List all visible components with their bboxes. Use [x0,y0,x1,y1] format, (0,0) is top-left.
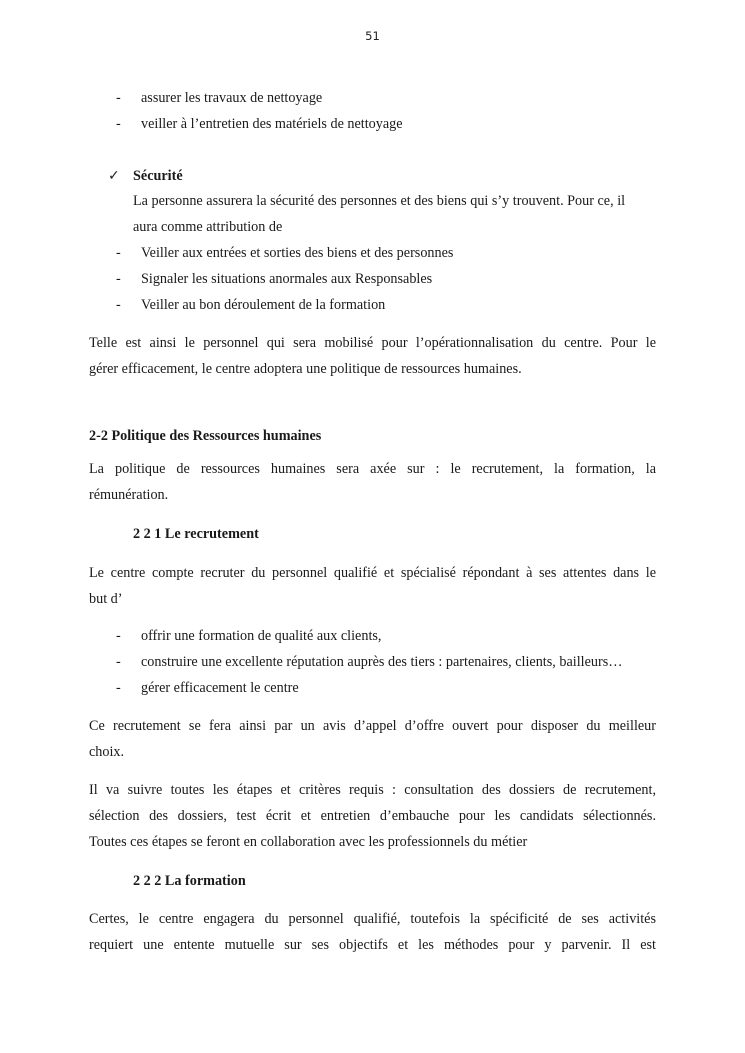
dash-marker: - [116,90,121,106]
paragraph-line: Telle est ainsi le personnel qui sera mobilisé pour l’opérationnalisation du centre. Pour le [89,335,656,351]
list-item-text: offrir une formation de qualité aux clients, [141,628,382,644]
securite-title: Sécurité [133,168,183,184]
list-item-text: Signaler les situations anormales aux Responsables [141,271,433,287]
paragraph-line: Ce recrutement se fera ainsi par un avis d’appel d’offre ouvert pour disposer du meilleur [89,718,656,734]
dash-marker: - [116,654,121,670]
list-item-text: Veiller au bon déroulement de la formation [141,297,386,313]
paragraph-line: Toutes ces étapes se feront en collaboration avec les professionnels du métier [89,834,528,850]
list-item-text: gérer efficacement le centre [141,680,299,696]
paragraph-line: gérer efficacement, le centre adoptera une politique de ressources humaines. [89,361,522,377]
list-item-text: construire une excellente réputation auprès des tiers : partenaires, clients, bailleurs… [141,654,623,670]
list-item-text: Veiller aux entrées et sorties des biens et des personnes [141,245,454,261]
paragraph-line: but d’ [89,591,123,607]
paragraph-line: Certes, le centre engagera du personnel qualifié, toutefois la spécificité de ses activités [89,911,656,927]
dash-marker: - [116,628,121,644]
paragraph-line: Le centre compte recruter du personnel qualifié et spécialisé répondant à ses attentes dans le [89,565,656,581]
dash-marker: - [116,271,121,287]
dash-marker: - [116,680,121,696]
securite-description-line: La personne assurera la sécurité des personnes et des biens qui s’y trouvent. Pour ce, il [133,193,626,209]
list-item-text: assurer les travaux de nettoyage [141,90,323,106]
list-item-text: veiller à l’entretien des matériels de nettoyage [141,116,403,132]
dash-marker: - [116,245,121,261]
paragraph-line: sélection des dossiers, test écrit et entretien d’embauche pour les candidats sélectionnés. [89,808,656,824]
paragraph-line: rémunération. [89,487,169,503]
securite-description-line: aura comme attribution de [133,219,283,235]
dash-marker: - [116,297,121,313]
dash-marker: - [116,116,121,132]
paragraph-line: La politique de ressources humaines sera axée sur : le recrutement, la formation, la [89,461,656,477]
paragraph-line: requiert une entente mutuelle sur ses objectifs et les méthodes pour y parvenir. Il est [89,937,656,953]
subsection-heading: 2 2 2 La formation [133,873,246,889]
section-heading: 2-2 Politique des Ressources humaines [89,428,322,444]
paragraph-line: Il va suivre toutes les étapes et critères requis : consultation des dossiers de recrutement, [89,782,656,798]
page-number: 51 [365,29,380,43]
subsection-heading: 2 2 1 Le recrutement [133,526,259,542]
checkmark-icon: ✓ [108,168,120,184]
paragraph-line: choix. [89,744,125,760]
